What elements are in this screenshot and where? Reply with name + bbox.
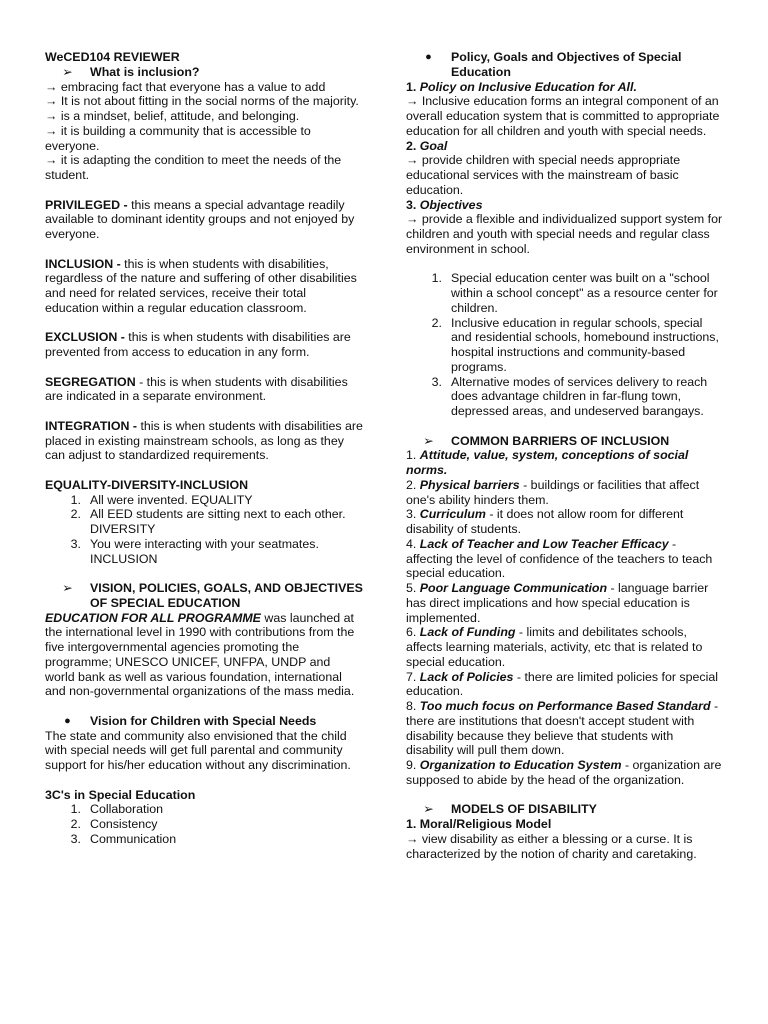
barriers-heading-text: COMMON BARRIERS OF INCLUSION [451,433,670,448]
models-heading-text: MODELS OF DISABILITY [451,802,597,817]
barrier-number: 8. [406,699,420,713]
barrier-title: Attitude, value, system, conceptions of social norms. [406,448,689,477]
term-integration [45,419,363,463]
inclusion-def: → It is not about fitting in the social norms of the majority. [45,94,359,109]
list-text: Special education center was built on a "school within a school concept" as a resource center for children. [451,271,718,315]
barrier-text: - limits and debilitates schools, affects learning materials, activity, etc that is related to special education. [406,625,703,669]
barrier-item [406,758,724,788]
term-definition: this is when students with disabilities, regardless of the nature and suffering of other disabilities and need for related services, receive their total education within a regular education classroom. [45,256,357,315]
list-number: 2. [431,315,442,330]
barrier-title: Too much focus on Performance Based Standard [419,699,711,713]
list-number: 2. [70,817,81,831]
barrier-text: - there are limited policies for special education. [406,669,718,699]
barrier-number: 3. [406,507,420,522]
objectives-title: Objectives [419,197,483,212]
barrier-number: 5. [406,581,420,595]
policy-title: Policy on Inclusive Education for All. [419,79,637,94]
list-item [45,832,363,847]
right-column [406,50,724,861]
term-label: EXCLUSION - [45,330,125,345]
list-number: 2. [70,507,81,522]
list-text: All EED students are sitting next to each other. DIVERSITY [90,507,346,536]
list-text: Communication [90,831,177,846]
term-label: SEGREGATION [45,374,136,389]
vision-children-heading [45,714,363,729]
barrier-title: Curriculum [419,507,486,522]
term-label: PRIVILEGED - [45,197,128,212]
objectives-list [406,271,724,419]
list-item [406,375,724,419]
list-text: Alternative modes of services delivery to reach does advantage children in far-flung town, depressed areas, and undeserved barangays. [451,374,708,418]
inclusion-def: → embracing fact that everyone has a value to add [45,79,326,94]
three-c-list [45,802,363,846]
barriers-heading [406,434,724,449]
term-definition: this means a special advantage readily available to dominant identity groups and not enjoyed by everyone. [45,197,355,241]
list-number: 1. [70,802,81,817]
term-definition: this is when students with disabilities are placed in existing mainstream schools, as long as they can adjust to standardized requirements. [45,418,363,463]
term-label: INTEGRATION - [45,418,138,433]
arrow-bullet-icon: ➢ [423,802,434,817]
goal-title: Goal [419,138,448,153]
objectives-number: 3. [406,197,420,212]
barrier-item [406,581,724,625]
arrow-bullet-icon: ➢ [62,64,73,79]
barrier-item [406,537,724,581]
inclusion-def: → it is building a community that is accessible to everyone. [45,123,311,153]
list-text: Inclusive education in regular schools, special and residential schools, homebound instructions, hospital instructions and community-based programs. [451,315,719,374]
list-text: All were invented. EQUALITY [90,492,253,507]
barrier-item [406,448,724,478]
list-number: 3. [431,374,442,389]
barrier-number: 7. [406,669,420,684]
barrier-item [406,507,724,537]
dot-bullet-icon: ● [64,714,71,727]
list-item [406,271,724,315]
list-item [45,817,363,832]
policy-number: 1. [406,79,420,94]
term-label: INCLUSION - [45,256,121,271]
barrier-text: - organization are supposed to abide by the head of the organization. [406,758,722,787]
term-definition: - this is when students with disabilities are indicated in a separate environment. [45,374,348,404]
term-definition: this is when students with disabilities are prevented from access to education in any form. [45,330,351,359]
list-item [45,507,363,537]
document-title: WeCED104 REVIEWER [45,50,180,64]
vision-children-heading-text: Vision for Children with Special Needs [90,713,317,728]
term-exclusion [45,330,363,360]
goal-number: 2. [406,138,420,153]
inclusion-def: → it is adapting the condition to meet the needs of the student. [45,153,342,182]
inclusion-question-text: What is inclusion? [90,64,200,79]
policy-heading [406,50,724,80]
list-item [45,493,363,508]
objectives-text: → provide a flexible and individualized support system for children and youth with special needs and regular class environment in school. [406,212,723,256]
programme-title: EDUCATION FOR ALL PROGRAMME [45,610,261,625]
barrier-text: - language barrier has direct implications and how special education is implemented. [406,581,709,625]
list-item [45,537,363,567]
programme-text: was launched at the international level in 1990 with contributions from the five intergovernmental agencies promoting the programme; UNESCO UNICEF, UNFPA, UNDP and world bank as well as various foundation, international and non-governmental organizations of the mass media. [45,610,355,699]
arrow-bullet-icon: ➢ [62,581,73,595]
term-privileged [45,198,363,242]
models-text: → view disability as either a blessing or a curse. It is characterized by the notion of charity and caretaking. [406,831,697,861]
arrow-bullet-icon: ➢ [423,433,434,448]
goal-subheading [406,139,724,154]
vision-heading-text: VISION, POLICIES, GOALS, AND OBJECTIVES OF SPECIAL EDUCATION [90,581,363,610]
barrier-title: Lack of Funding [419,625,516,640]
barrier-item [406,478,724,508]
barrier-number: 4. [406,536,420,551]
term-segregation [45,375,363,405]
left-column [45,50,363,847]
barrier-item [406,670,724,700]
list-text: Collaboration [90,802,164,817]
barrier-text: - affecting the level of confidence of the teachers to teach special education. [406,536,713,581]
inclusion-def: → is a mindset, belief, attitude, and belonging. [45,109,300,123]
dot-bullet-icon: ● [425,51,432,63]
objectives-subheading [406,198,724,213]
models-subheading: 1. Moral/Religious Model [406,817,552,831]
list-text: Consistency [90,817,158,831]
barrier-title: Physical barriers [419,477,520,492]
list-item [406,316,724,375]
vision-heading [45,581,363,611]
barrier-title: Lack of Teacher and Low Teacher Efficacy [419,536,669,551]
barrier-item [406,625,724,669]
barrier-text: - it does not allow room for different disability of students. [406,507,684,536]
barrier-title: Poor Language Communication [419,581,608,595]
edi-list [45,493,363,567]
goal-text: → provide children with special needs appropriate educational services with the mainstream of basic education. [406,153,681,197]
barrier-title: Lack of Policies [419,669,514,684]
edi-heading: EQUALITY-DIVERSITY-INCLUSION [45,477,249,492]
barrier-number: 1. [406,448,420,463]
barrier-text: - there are institutions that doesn't accept student with disability because they believe that students with disability will pull them down. [406,699,719,758]
barrier-number: 9. [406,758,420,772]
list-item [45,802,363,817]
list-number: 3. [70,831,81,846]
list-number: 3. [70,536,81,551]
programme-paragraph [45,611,363,700]
inclusion-question [45,65,363,80]
list-text: You were interacting with your seatmates. INCLUSION [90,536,319,566]
term-inclusion [45,257,363,316]
barrier-text: - buildings or facilities that affect one's ability hinders them. [406,477,700,507]
barrier-title: Organization to Education System [419,758,622,772]
models-heading [406,802,724,817]
policy-text: → Inclusive education forms an integral component of an overall education system that is committed to appropriate education for all children and youth with special needs. [406,94,720,138]
list-number: 1. [70,492,81,507]
barrier-number: 6. [406,625,420,640]
list-number: 1. [431,271,442,286]
policy-heading-text: Policy, Goals and Objectives of Special Education [451,50,682,79]
barrier-item [406,699,724,758]
barrier-number: 2. [406,477,420,492]
policy-subheading [406,80,724,95]
three-c-heading: 3C's in Special Education [45,787,196,802]
vision-children-text: The state and community also envisioned that the child with special needs will get full parental and community support for his/her education without any discrimination. [45,728,351,772]
